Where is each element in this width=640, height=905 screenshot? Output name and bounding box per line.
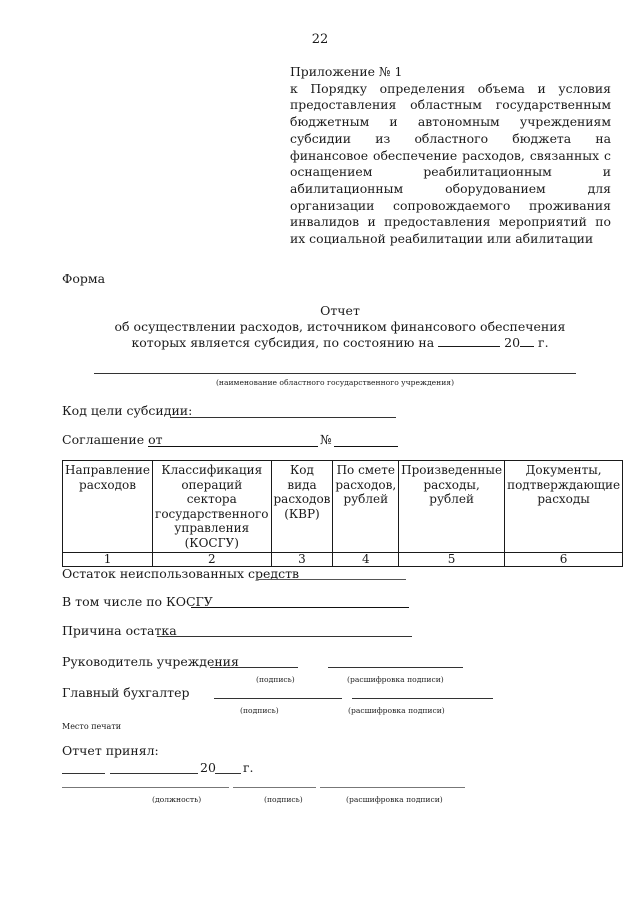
agreement-no-label: №	[320, 432, 332, 447]
form-label: Форма	[62, 271, 106, 286]
kosgu-label: В том числе по КОСГУ	[62, 594, 213, 609]
subsidy-goal-field[interactable]	[170, 417, 396, 418]
reason-field[interactable]	[157, 636, 412, 637]
table-header-row	[63, 461, 623, 553]
accepted-decoding-field[interactable]	[320, 787, 465, 788]
head-decoding-caption: (расшифровка подписи)	[347, 675, 444, 684]
remainder-field[interactable]	[258, 579, 406, 580]
table-header-cell: Код вида расходов (КВР)	[271, 461, 333, 553]
agreement-number-field[interactable]	[334, 446, 398, 447]
accepted-year-suffix: г.	[243, 760, 254, 775]
report-year-suffix: г.	[538, 335, 549, 350]
accepted-position-field[interactable]	[62, 787, 229, 788]
report-title-line3	[100, 335, 580, 351]
expenses-table	[62, 460, 623, 567]
agreement-from-label: Соглашение от	[62, 432, 163, 447]
appendix-block	[290, 64, 611, 248]
accepted-day-field[interactable]	[62, 773, 105, 774]
appendix-body: к Порядку определения объема и условия предоставления областным государственным бюджетным и автономным учреждениям субсидии из областного бюджета на финансовое обеспечение расходов, связанных с оснащением реабилитационным и абилитационным оборудованием для организации сопровождаемого проживания инвалидов и предоставления мероприятий по их социальной реабилитации или абилитации	[290, 80, 611, 247]
accepted-position-caption: (должность)	[152, 795, 202, 804]
head-decoding-field[interactable]	[328, 667, 463, 668]
chief-decoding-caption: (расшифровка подписи)	[348, 706, 445, 715]
agreement-date-field[interactable]	[148, 446, 318, 447]
table-header-cell: Документы, подтверждающие расходы	[505, 461, 623, 553]
table-number-cell: 1	[63, 553, 153, 567]
accepted-month-field[interactable]	[110, 773, 198, 774]
table-header-cell: Классификация операций сектора государственного управления (КОСГУ)	[153, 461, 271, 553]
chief-decoding-field[interactable]	[352, 698, 493, 699]
chief-accountant-label: Главный бухгалтер	[62, 685, 190, 700]
report-year-field[interactable]	[520, 335, 534, 347]
table-number-cell: 2	[153, 553, 271, 567]
chief-signature-field[interactable]	[214, 698, 342, 699]
accepted-signature-field[interactable]	[233, 787, 316, 788]
head-signature-caption: (подпись)	[256, 675, 295, 684]
table-header-cell: По смете расходов, рублей	[333, 461, 399, 553]
subsidy-goal-label: Код цели субсидии:	[62, 403, 193, 418]
institution-name-line[interactable]	[94, 373, 576, 374]
head-signature-field[interactable]	[210, 667, 298, 668]
institution-caption: (наименование областного государственного учреждения)	[215, 378, 455, 387]
report-title-line2: об осуществлении расходов, источником финансового обеспечения	[114, 319, 566, 334]
remainder-label: Остаток неиспользованных средств	[62, 566, 300, 581]
accepted-label: Отчет принял:	[62, 743, 159, 758]
report-title	[100, 303, 580, 351]
accepted-signature-caption: (подпись)	[264, 795, 303, 804]
accepted-decoding-caption: (расшифровка подписи)	[346, 795, 443, 804]
table-number-cell: 6	[505, 553, 623, 567]
page-number: 22	[311, 32, 329, 47]
head-label: Руководитель учреждения	[62, 654, 239, 669]
accepted-year: 20	[200, 760, 216, 775]
chief-signature-caption: (подпись)	[240, 706, 279, 715]
table-number-cell: 4	[333, 553, 399, 567]
table-header-cell: Произведенные расходы, рублей	[399, 461, 505, 553]
stamp-place-label: Место печати	[62, 722, 122, 731]
appendix-title: Приложение № 1	[290, 64, 403, 79]
kosgu-field[interactable]	[191, 607, 409, 608]
table-row	[63, 553, 623, 567]
accepted-year-field[interactable]	[215, 773, 241, 774]
report-title-line1: Отчет	[320, 303, 360, 318]
table-header-cell: Направление расходов	[63, 461, 153, 553]
report-date-prefix: которых является субсидия, по состоянию на	[131, 335, 435, 350]
report-date-field[interactable]	[438, 335, 500, 347]
report-year: 20	[504, 335, 521, 350]
table-number-cell: 3	[271, 553, 333, 567]
reason-label: Причина остатка	[62, 623, 177, 638]
table-number-cell: 5	[399, 553, 505, 567]
